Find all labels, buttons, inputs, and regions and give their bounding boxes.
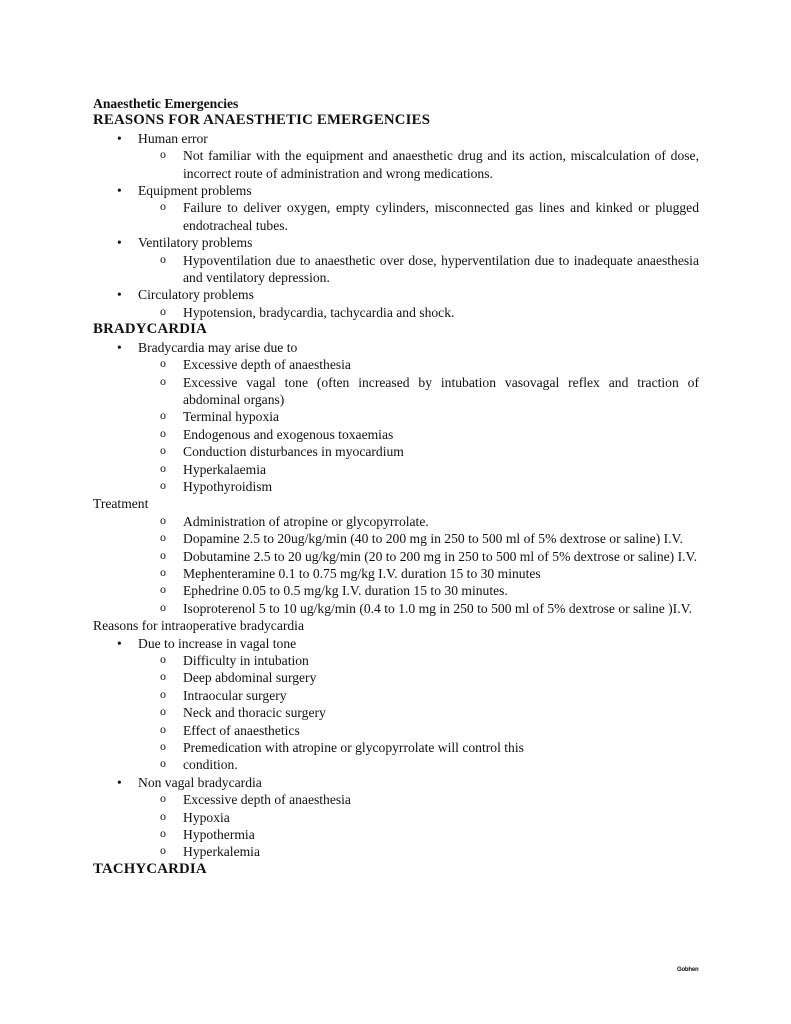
list-item bbox=[117, 130, 699, 182]
sub-list bbox=[138, 252, 699, 287]
reasons-list bbox=[93, 130, 699, 321]
cause-text: Hyperkalaemia bbox=[183, 461, 267, 477]
bullet-icon: • bbox=[117, 287, 122, 303]
circle-bullet-icon: o bbox=[160, 356, 166, 371]
document-title: Anaesthetic Emergencies bbox=[93, 96, 239, 111]
vagal-text: condition. bbox=[183, 757, 238, 773]
list-item bbox=[160, 443, 699, 460]
footer-mark: Gobhen bbox=[677, 967, 699, 973]
list-item bbox=[160, 303, 699, 321]
circle-bullet-icon: o bbox=[160, 443, 166, 458]
list-item bbox=[160, 808, 699, 826]
list-item bbox=[160, 199, 699, 234]
list-item bbox=[160, 843, 699, 860]
circle-bullet-icon: o bbox=[160, 669, 166, 684]
treatment-label: Treatment bbox=[93, 496, 149, 512]
reason-detail: Not familiar with the equipment and anaesthetic drug and its action, miscalculation of dose, incorrect route of administration and wrong medications. bbox=[183, 148, 699, 181]
circle-bullet-icon: o bbox=[160, 721, 166, 736]
vagal-text: Premedication with atropine or glycopyrrolate will control this bbox=[183, 740, 524, 756]
list-item bbox=[160, 356, 699, 373]
bradycardia-cause-label: Bradycardia may arise due to bbox=[138, 339, 298, 355]
intraop-label: Reasons for intraoperative bradycardia bbox=[93, 618, 304, 634]
list-item bbox=[117, 286, 699, 321]
bullet-icon: • bbox=[117, 130, 122, 146]
list-item bbox=[160, 547, 699, 565]
list-item bbox=[160, 669, 699, 686]
vagal-text: Deep abdominal surgery bbox=[183, 670, 317, 686]
list-item bbox=[160, 704, 699, 721]
bullet-icon: • bbox=[117, 774, 122, 790]
nonvagal-text: Hyperkalemia bbox=[183, 844, 260, 860]
list-item bbox=[160, 721, 699, 739]
circle-bullet-icon: o bbox=[160, 826, 166, 841]
circle-bullet-icon: o bbox=[160, 756, 166, 771]
list-item bbox=[117, 182, 699, 234]
list-item bbox=[160, 791, 699, 808]
reason-detail: Hypoventilation due to anaesthetic over dose, hyperventilation due to inadequate anaesthesia and ventilatory depression. bbox=[183, 252, 699, 286]
list-item bbox=[160, 477, 699, 495]
heading-bradycardia: BRADYCARDIA bbox=[93, 321, 208, 338]
cause-text: Endogenous and exogenous toxaemias bbox=[183, 426, 394, 442]
nonvagal-text: Excessive depth of anaesthesia bbox=[183, 792, 351, 808]
nonvagal-text: Hypoxia bbox=[183, 809, 230, 825]
list-item bbox=[160, 756, 699, 773]
bullet-icon: • bbox=[117, 183, 122, 199]
sub-list bbox=[138, 199, 699, 234]
list-item bbox=[160, 425, 699, 443]
nonvagal-text: Hypothermia bbox=[183, 827, 255, 843]
list-item bbox=[117, 635, 699, 774]
circle-bullet-icon: o bbox=[160, 547, 166, 562]
list-item bbox=[117, 774, 699, 861]
bullet-icon: • bbox=[117, 339, 122, 355]
circle-bullet-icon: o bbox=[160, 564, 166, 579]
circle-bullet-icon: o bbox=[160, 686, 166, 701]
nonvagal-items bbox=[138, 791, 699, 861]
circle-bullet-icon: o bbox=[160, 791, 166, 806]
vagal-label: Due to increase in vagal tone bbox=[138, 635, 297, 651]
circle-bullet-icon: o bbox=[160, 808, 166, 823]
circle-bullet-icon: o bbox=[160, 147, 166, 162]
bullet-icon: • bbox=[117, 635, 122, 651]
circle-bullet-icon: o bbox=[160, 373, 166, 388]
circle-bullet-icon: o bbox=[160, 477, 166, 492]
document-body bbox=[93, 95, 699, 878]
list-item bbox=[160, 408, 699, 425]
treatment-text: Isoproterenol 5 to 10 ug/kg/min (0.4 to 1.0 mg in 250 to 500 ml of 5% dextrose or saline )I.V. bbox=[183, 600, 693, 616]
circle-bullet-icon: o bbox=[160, 739, 166, 754]
vagal-text: Difficulty in intubation bbox=[183, 653, 309, 668]
circle-bullet-icon: o bbox=[160, 599, 166, 614]
list-item bbox=[160, 460, 699, 478]
circle-bullet-icon: o bbox=[160, 251, 166, 266]
cause-text: Excessive vagal tone (often increased by intubation vasovagal reflex and traction of abdominal organs) bbox=[183, 374, 699, 407]
circle-bullet-icon: o bbox=[160, 460, 166, 475]
list-item bbox=[160, 564, 699, 582]
circle-bullet-icon: o bbox=[160, 408, 166, 423]
cause-text: Excessive depth of anaesthesia bbox=[183, 357, 351, 373]
nonvagal-label: Non vagal bradycardia bbox=[138, 774, 262, 790]
vagal-items bbox=[138, 652, 699, 774]
bradycardia-list bbox=[93, 339, 699, 496]
reason-detail: Hypotension, bradycardia, tachycardia and shock. bbox=[183, 304, 455, 320]
cause-text: Terminal hypoxia bbox=[183, 409, 280, 425]
vagal-text: Effect of anaesthetics bbox=[183, 722, 300, 738]
cause-text: Conduction disturbances in myocardium bbox=[183, 444, 404, 460]
list-item bbox=[160, 251, 699, 287]
cause-text: Hypothyroidism bbox=[183, 478, 273, 494]
circle-bullet-icon: o bbox=[160, 425, 166, 440]
treatment-text: Dobutamine 2.5 to 20 ug/kg/min (20 to 200 mg in 250 to 500 ml of 5% dextrose or saline) I.V. bbox=[183, 548, 697, 564]
list-item bbox=[160, 599, 699, 617]
list-item bbox=[160, 512, 699, 530]
bullet-icon: • bbox=[117, 235, 122, 251]
list-item bbox=[117, 234, 699, 286]
circle-bullet-icon: o bbox=[160, 582, 166, 597]
sub-list bbox=[138, 304, 699, 321]
treatment-text: Dopamine 2.5 to 20ug/kg/min (40 to 200 mg in 250 to 500 ml of 5% dextrose or saline) I.V. bbox=[183, 531, 684, 547]
circle-bullet-icon: o bbox=[160, 652, 166, 666]
treatment-text: Mephenteramine 0.1 to 0.75 mg/kg I.V. duration 15 to 30 minutes bbox=[183, 565, 541, 581]
vagal-text: Intraocular surgery bbox=[183, 687, 287, 703]
reason-label: Ventilatory problems bbox=[138, 235, 253, 251]
sub-list bbox=[138, 147, 699, 182]
circle-bullet-icon: o bbox=[160, 843, 166, 858]
circle-bullet-icon: o bbox=[160, 303, 166, 318]
reason-detail: Failure to deliver oxygen, empty cylinders, misconnected gas lines and kinked or plugged endotracheal tubes. bbox=[183, 200, 699, 233]
circle-bullet-icon: o bbox=[160, 530, 166, 545]
list-item bbox=[160, 582, 699, 599]
list-item bbox=[160, 739, 699, 756]
list-item bbox=[160, 826, 699, 843]
reason-label: Human error bbox=[138, 130, 208, 146]
circle-bullet-icon: o bbox=[160, 512, 166, 527]
list-item bbox=[160, 686, 699, 704]
list-item bbox=[160, 530, 699, 547]
vagal-text: Neck and thoracic surgery bbox=[183, 705, 326, 721]
treatment-text: Administration of atropine or glycopyrrolate. bbox=[183, 513, 429, 529]
circle-bullet-icon: o bbox=[160, 704, 166, 719]
list-item bbox=[160, 652, 699, 669]
reason-label: Equipment problems bbox=[138, 183, 252, 199]
bradycardia-causes bbox=[138, 356, 699, 495]
treatment-list bbox=[93, 513, 699, 617]
list-item bbox=[160, 373, 699, 409]
circle-bullet-icon: o bbox=[160, 199, 166, 214]
heading-tachycardia: TACHYCARDIA bbox=[93, 860, 207, 877]
list-item bbox=[160, 147, 699, 182]
list-item bbox=[117, 339, 699, 496]
heading-reasons: REASONS FOR ANAESTHETIC EMERGENCIES bbox=[93, 112, 431, 129]
treatment-text: Ephedrine 0.05 to 0.5 mg/kg I.V. duration 15 to 30 minutes. bbox=[183, 583, 508, 599]
intraop-list bbox=[93, 635, 699, 861]
reason-label: Circulatory problems bbox=[138, 287, 254, 303]
